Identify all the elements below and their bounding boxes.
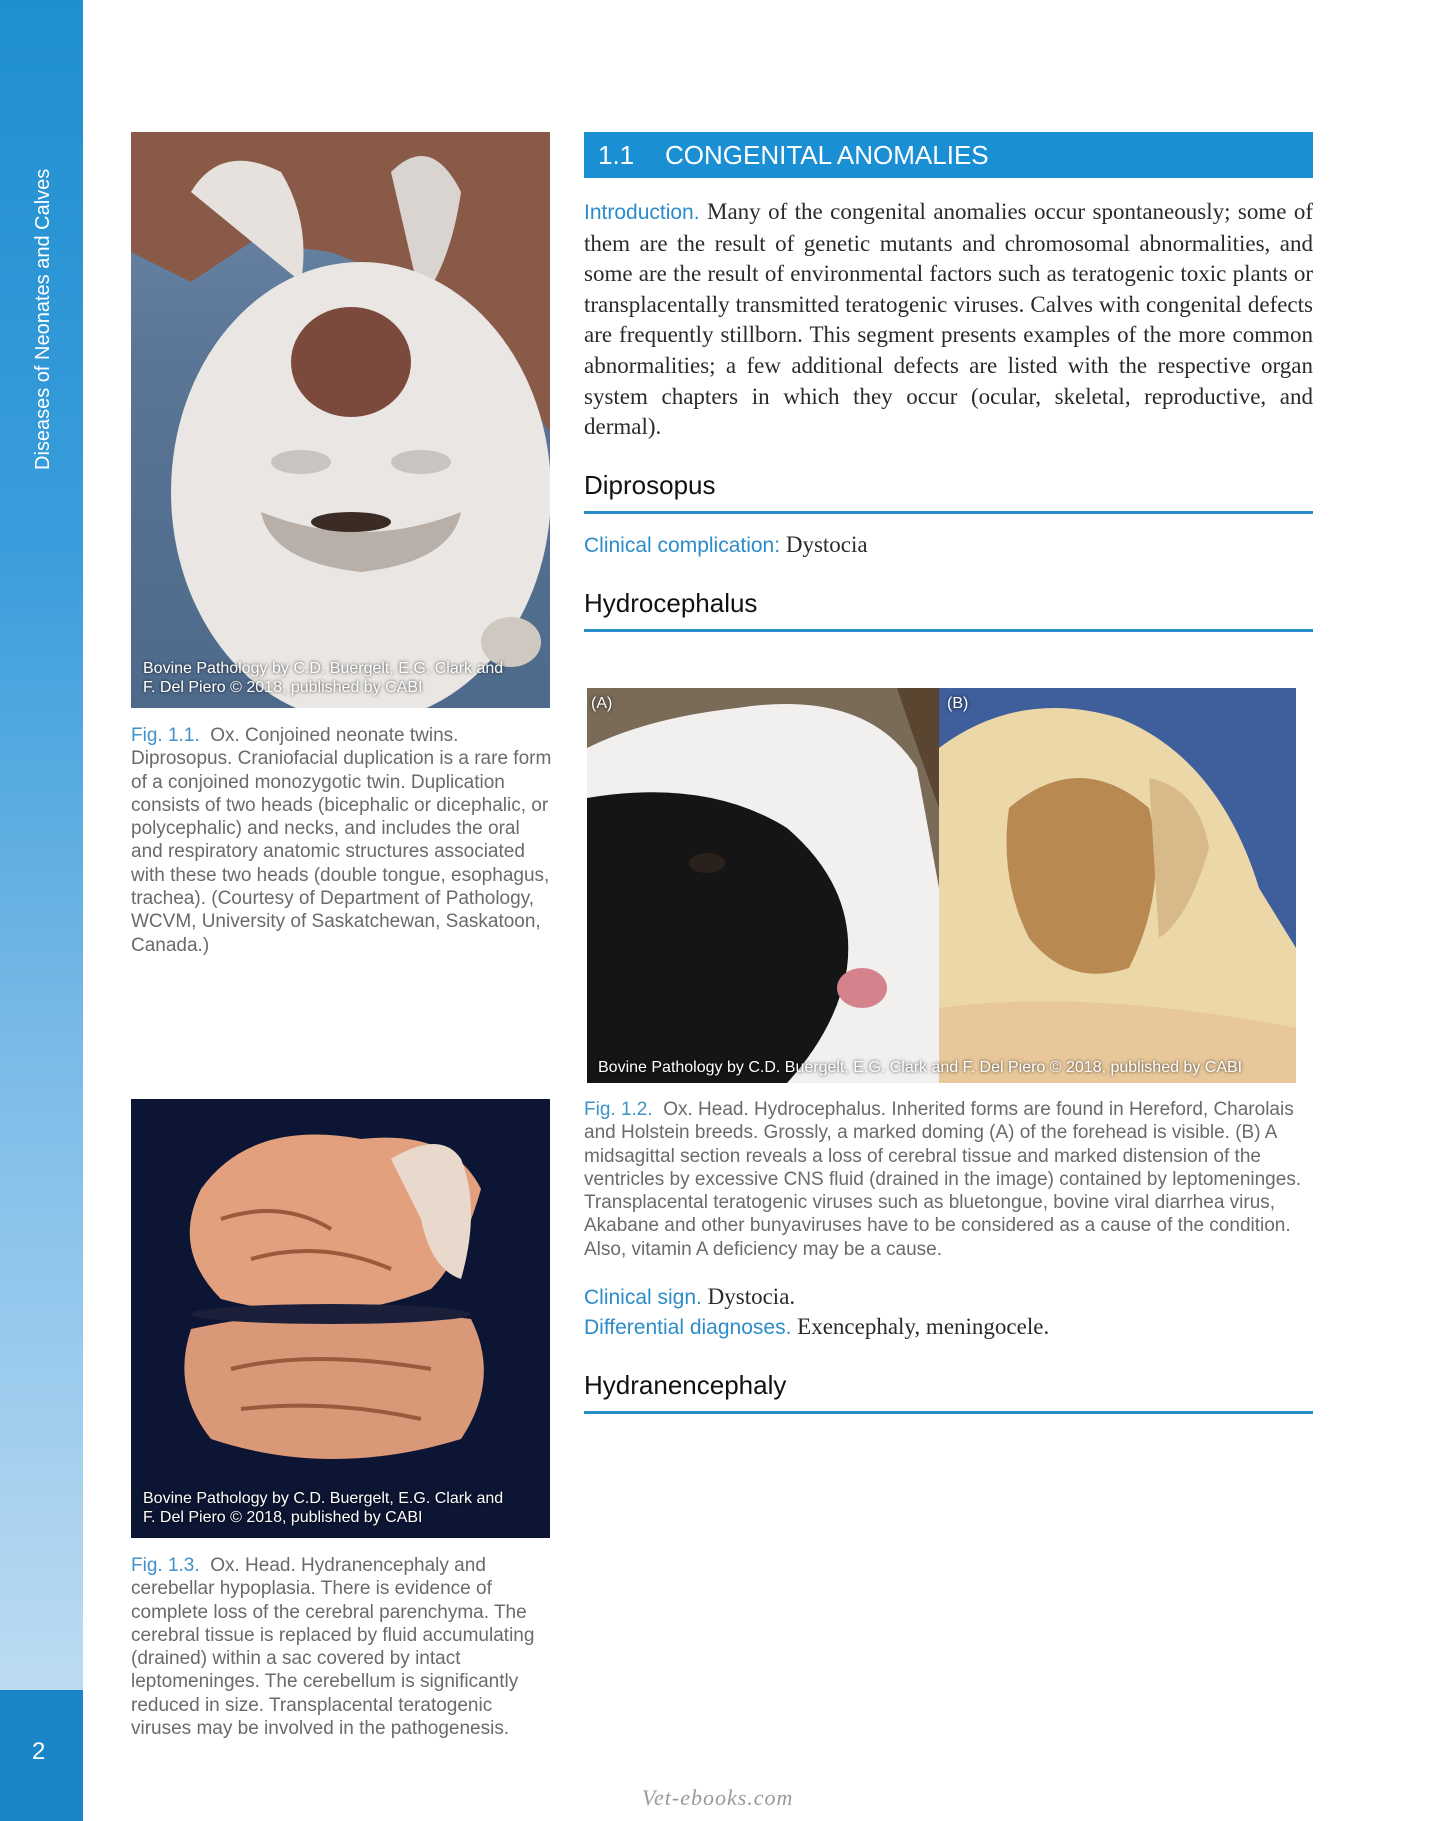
figure-1-3-label: Fig. 1.3. — [131, 1555, 200, 1576]
figure-1-2-caption-text: Ox. Head. Hydrocephalus. Inherited forms are found in Hereford, Charolais and Holstein breeds. Grossly, a marked doming (A) of the forehead is visible. (B) A midsagittal section reveals a loss of cerebral tissue and marked distension of the ventricles by excessive CNS fluid (drained in the image) contained by leptomeninges. Transplacental teratogenic viruses such as bluetongue, bovine viral diarrhea virus, Akabane and other bunyaviruses have to be considered as a cause of the condition. Also, vitamin A deficiency may be a cause. — [584, 1099, 1302, 1260]
midsagittal-section-illustration — [939, 688, 1296, 1083]
calf-head-hydrocephalus-illustration — [587, 688, 939, 1083]
figure-1-3-caption-text: Ox. Head. Hydranencephaly and cerebellar hypoplasia. There is evidence of complete loss of the cerebral parenchyma. The cerebral tissue is replaced by fluid accumulating (drained) within a sac covered by intact leptomeninges. The cerebellum is significantly reduced in size. Transplacental teratogenic viruses may be involved in the pathogenesis. — [131, 1555, 535, 1740]
section-header — [584, 132, 1313, 178]
introduction-paragraph — [584, 197, 1313, 443]
figure-1-2-label: Fig. 1.2. — [584, 1099, 653, 1120]
introduction-text: Many of the congenital anomalies occur spontaneously; some of them are the result of genetic mutants and chromosomal abnormalities, and some are the result of environmental factors such as teratogenic toxic plants or transplacentally transmitted teratogenic viruses. Calves with congenital defects are frequently stillborn. This segment presents examples of the more common abnormalities; a few additional defects are listed with the respective organ system chapters in which they occur (ocular, skeletal, reproductive, and dermal). — [584, 199, 1314, 440]
diprosopus-heading: Diprosopus — [584, 470, 1313, 514]
hydranencephaly-heading: Hydranencephaly — [584, 1370, 1313, 1414]
differential-diagnoses-lead: Differential diagnoses. — [584, 1316, 792, 1339]
running-title: Diseases of Neonates and Calves — [32, 168, 54, 470]
brain-hydranencephaly-illustration — [131, 1099, 550, 1538]
clinical-complication-lead: Clinical complication: — [584, 534, 781, 557]
introduction-lead: Introduction. — [584, 201, 700, 224]
calf-diprosopus-illustration — [131, 132, 550, 708]
figure-1-3-credit-line-1: Bovine Pathology by C.D. Buergelt, E.G. Clark and — [143, 1490, 504, 1507]
figure-1-1-label: Fig. 1.1. — [131, 725, 200, 746]
figure-1-3-caption — [131, 1554, 556, 1740]
figure-1-2-panel-b-label: (B) — [947, 695, 969, 712]
hydrocephalus-heading: Hydrocephalus — [584, 588, 1313, 632]
differential-diagnoses-text: Exencephaly, meningocele. — [797, 1314, 1050, 1339]
section-number: 1.1 — [598, 140, 635, 170]
figure-1-1-photo — [131, 132, 550, 708]
figure-1-1-credit-line-2: F. Del Piero © 2018, published by CABI — [143, 679, 423, 696]
clinical-sign-lead: Clinical sign. — [584, 1286, 702, 1309]
clinical-complication-line — [584, 532, 868, 558]
clinical-complication-text: Dystocia — [785, 532, 868, 557]
figure-1-2-panel-b-photo — [939, 688, 1296, 1083]
figure-1-1-caption — [131, 724, 556, 957]
page-number: 2 — [32, 1738, 46, 1765]
figure-1-1-credit-line-1: Bovine Pathology by C.D. Buergelt, E.G. Clark and — [143, 660, 504, 677]
figure-1-2-panel-a-photo — [587, 688, 939, 1083]
differential-diagnoses-line — [584, 1314, 1049, 1340]
figure-1-3-photo — [131, 1099, 550, 1538]
section-title: CONGENITAL ANOMALIES — [665, 140, 989, 170]
footer-watermark: Vet-ebooks.com — [642, 1785, 794, 1810]
clinical-sign-text: Dystocia. — [707, 1284, 796, 1309]
clinical-sign-line — [584, 1284, 795, 1310]
figure-1-2-panel-a-label: (A) — [591, 695, 613, 712]
figure-1-1-caption-text: Ox. Conjoined neonate twins. Diprosopus. Craniofacial duplication is a rare form of a conjoined monozygotic twin. Duplication consists of two heads (bicephalic or dicephalic, or polycephalic) and necks, and includes the oral and respiratory anatomic structures associated with these two heads (double tongue, esophagus, trachea). (Courtesy of Department of Pathology, WCVM, University of Saskatchewan, Saskatoon, Canada.) — [131, 725, 552, 956]
figure-1-3-credit-line-2: F. Del Piero © 2018, published by CABI — [143, 1509, 423, 1526]
figure-1-2-credit: Bovine Pathology by C.D. Buergelt, E.G. Clark and F. Del Piero © 2018, published by CABI — [598, 1059, 1243, 1076]
figure-1-2-caption — [584, 1098, 1304, 1261]
side-bar — [0, 0, 83, 1821]
